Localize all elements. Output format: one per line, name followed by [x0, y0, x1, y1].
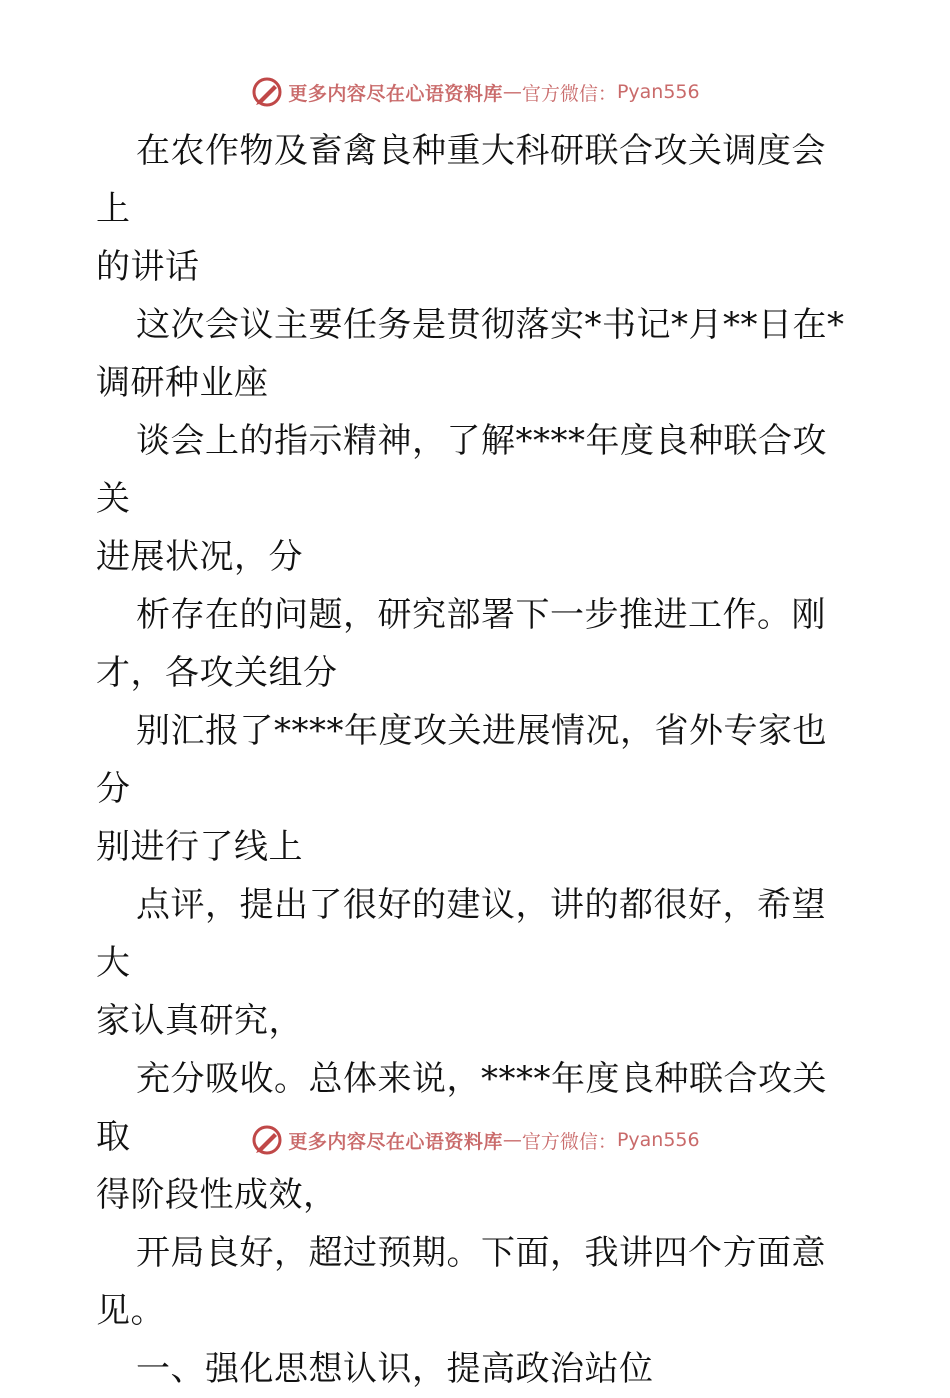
watermark-dash: — [502, 81, 522, 103]
paragraph: 开局良好，超过预期。下面，我讲四个方面意 见。 [96, 1233, 826, 1331]
paragraph: 点评，提出了很好的建议，讲的都很好，希望大 家认真研究， [96, 885, 826, 1041]
watermark-main-text: 更多内容尽在心语资料库 [288, 82, 503, 105]
pen-logo-icon [250, 75, 284, 109]
pen-logo-icon [250, 1123, 284, 1157]
watermark-sub-text: 官方微信： [521, 1130, 617, 1153]
watermark-account: Pyan556 [616, 1129, 700, 1151]
document-body [96, 122, 856, 1398]
paragraph: 谈会上的指示精神，了解****年度良种联合攻关 进展状况，分 [96, 421, 827, 577]
paragraph: 这次会议主要任务是贯彻落实*书记*月**日在* 调研种业座 [96, 305, 845, 403]
watermark-dash: — [502, 1129, 522, 1151]
watermark-account: Pyan556 [616, 81, 700, 103]
watermark-main-text: 更多内容尽在心语资料库 [288, 1130, 503, 1153]
section-heading: 一、强化思想认识，提高政治站位 [136, 1349, 654, 1389]
watermark-footer [0, 1120, 950, 1160]
paragraph: 析存在的问题，研究部署下一步推进工作。刚 才，各攻关组分 [96, 595, 826, 693]
watermark-sub-text: 官方微信： [521, 82, 617, 105]
watermark-header [0, 72, 950, 112]
paragraph-title: 在农作物及畜禽良种重大科研联合攻关调度会上 的讲话 [96, 131, 826, 287]
paragraph: 别汇报了****年度攻关进展情况，省外专家也分 别进行了线上 [96, 711, 827, 867]
paragraph: 充分吸收。总体来说，****年度良种联合攻关取 得阶段性成效， [96, 1059, 827, 1215]
